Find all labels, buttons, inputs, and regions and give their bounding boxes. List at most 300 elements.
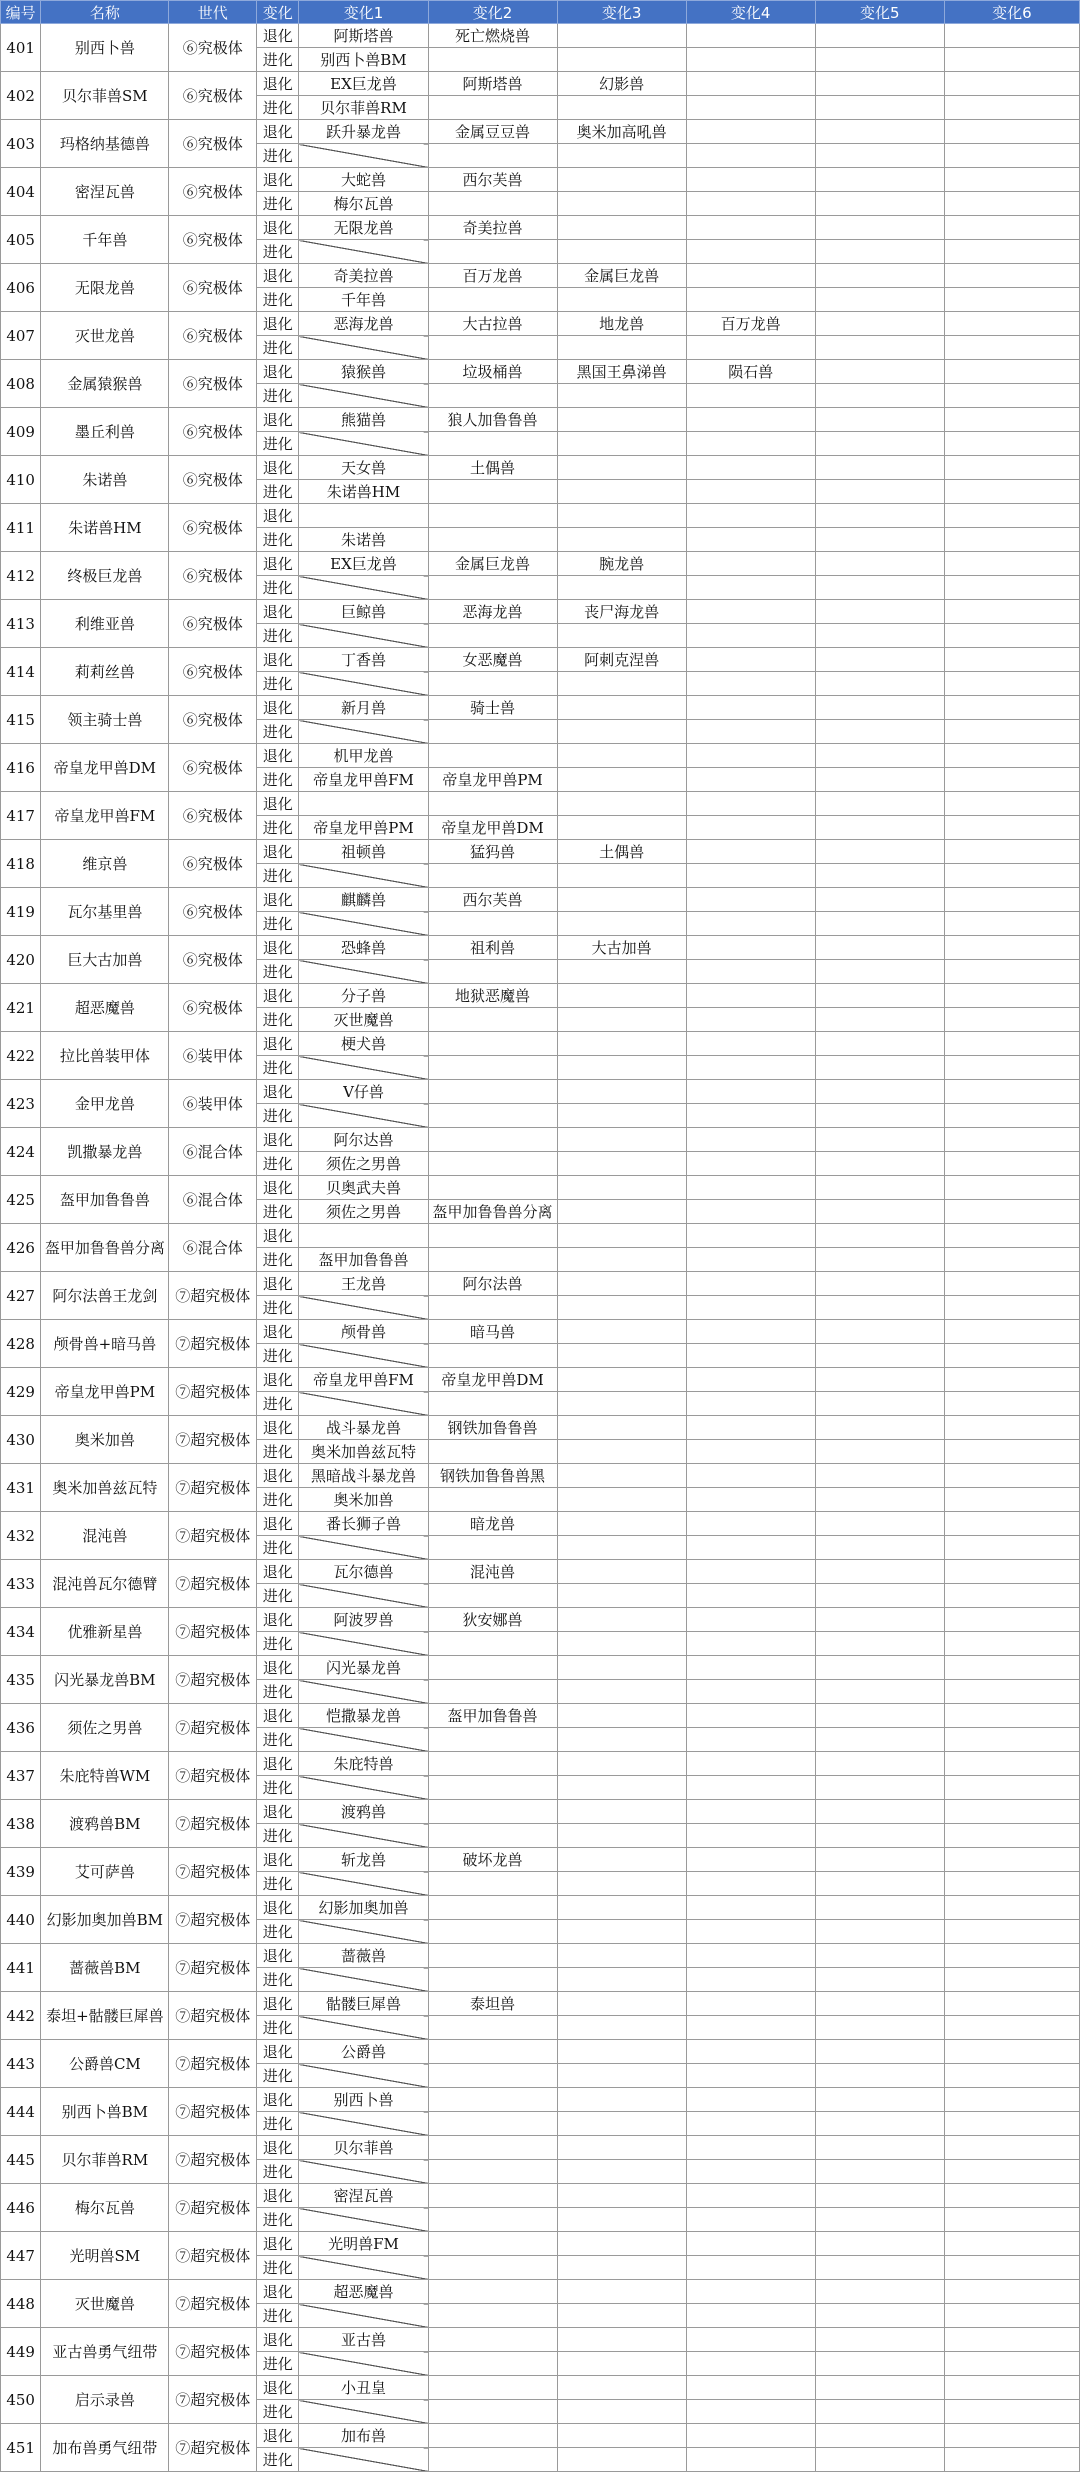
cell-regress-6[interactable]: [944, 1368, 1079, 1392]
cell-regress-3[interactable]: 金属巨龙兽: [557, 264, 686, 288]
cell-name[interactable]: 奥米加兽兹瓦特: [41, 1464, 169, 1512]
cell-evolve-2[interactable]: [428, 2304, 557, 2328]
cell-regress-5[interactable]: [815, 2184, 944, 2208]
cell-evolve-1[interactable]: [299, 1584, 428, 1608]
cell-id[interactable]: 414: [1, 648, 41, 696]
cell-regress-2[interactable]: [428, 1656, 557, 1680]
cell-regress-4[interactable]: [686, 984, 815, 1008]
cell-evolve-4[interactable]: [686, 192, 815, 216]
cell-evolve-3[interactable]: [557, 1344, 686, 1368]
cell-evolve-4[interactable]: [686, 1296, 815, 1320]
cell-evolve-3[interactable]: [557, 1728, 686, 1752]
cell-direction-regress[interactable]: 退化: [257, 1416, 299, 1440]
cell-regress-4[interactable]: [686, 2136, 815, 2160]
cell-evolve-6[interactable]: [944, 336, 1079, 360]
cell-regress-4[interactable]: [686, 888, 815, 912]
cell-evolve-6[interactable]: [944, 1152, 1079, 1176]
cell-evolve-4[interactable]: [686, 1392, 815, 1416]
cell-direction-evolve[interactable]: 进化: [257, 1920, 299, 1944]
cell-evolve-2[interactable]: [428, 1872, 557, 1896]
cell-regress-3[interactable]: [557, 1032, 686, 1056]
cell-regress-3[interactable]: [557, 1704, 686, 1728]
cell-name[interactable]: 颅骨兽+暗马兽: [41, 1320, 169, 1368]
cell-evolve-3[interactable]: [557, 2304, 686, 2328]
cell-direction-regress[interactable]: 退化: [257, 2376, 299, 2400]
cell-direction-evolve[interactable]: 进化: [257, 2208, 299, 2232]
cell-evolve-1[interactable]: [299, 384, 428, 408]
cell-name[interactable]: 朱诺兽: [41, 456, 169, 504]
cell-regress-1[interactable]: [299, 504, 428, 528]
cell-evolve-2[interactable]: 盔甲加鲁鲁兽分离: [428, 1200, 557, 1224]
cell-regress-4[interactable]: [686, 1032, 815, 1056]
cell-direction-regress[interactable]: 退化: [257, 2040, 299, 2064]
cell-direction-regress[interactable]: 退化: [257, 1128, 299, 1152]
cell-evolve-4[interactable]: [686, 960, 815, 984]
cell-evolve-5[interactable]: [815, 336, 944, 360]
cell-regress-1[interactable]: 大蛇兽: [299, 168, 428, 192]
cell-regress-6[interactable]: [944, 1896, 1079, 1920]
cell-evolve-1[interactable]: [299, 2208, 428, 2232]
cell-regress-1[interactable]: 骷髅巨犀兽: [299, 1992, 428, 2016]
cell-regress-5[interactable]: [815, 1368, 944, 1392]
cell-regress-1[interactable]: 贝尔菲兽: [299, 2136, 428, 2160]
cell-direction-regress[interactable]: 退化: [257, 1992, 299, 2016]
cell-evolve-5[interactable]: [815, 1632, 944, 1656]
cell-regress-1[interactable]: 分子兽: [299, 984, 428, 1008]
cell-id[interactable]: 444: [1, 2088, 41, 2136]
cell-regress-5[interactable]: [815, 552, 944, 576]
cell-evolve-4[interactable]: [686, 1632, 815, 1656]
cell-regress-5[interactable]: [815, 360, 944, 384]
cell-evolve-4[interactable]: [686, 1584, 815, 1608]
cell-name[interactable]: 梅尔瓦兽: [41, 2184, 169, 2232]
cell-evolve-6[interactable]: [944, 288, 1079, 312]
cell-evolve-6[interactable]: [944, 384, 1079, 408]
cell-regress-2[interactable]: 女恶魔兽: [428, 648, 557, 672]
cell-evolve-3[interactable]: [557, 1056, 686, 1080]
cell-evolve-1[interactable]: [299, 2016, 428, 2040]
cell-regress-2[interactable]: 西尔芙兽: [428, 168, 557, 192]
cell-evolve-5[interactable]: [815, 2160, 944, 2184]
cell-evolve-3[interactable]: [557, 1296, 686, 1320]
cell-regress-5[interactable]: [815, 456, 944, 480]
cell-evolve-1[interactable]: 贝尔菲兽RM: [299, 96, 428, 120]
cell-evolve-2[interactable]: [428, 2160, 557, 2184]
cell-regress-5[interactable]: [815, 216, 944, 240]
cell-evolve-2[interactable]: [428, 1728, 557, 1752]
cell-name[interactable]: 维京兽: [41, 840, 169, 888]
cell-evolve-2[interactable]: [428, 624, 557, 648]
cell-direction-regress[interactable]: 退化: [257, 1944, 299, 1968]
cell-evolve-3[interactable]: [557, 1392, 686, 1416]
cell-regress-2[interactable]: [428, 1080, 557, 1104]
cell-evolve-1[interactable]: [299, 960, 428, 984]
cell-evolve-1[interactable]: [299, 144, 428, 168]
cell-regress-3[interactable]: [557, 2136, 686, 2160]
cell-regress-2[interactable]: 死亡燃烧兽: [428, 24, 557, 48]
cell-regress-1[interactable]: 祖顿兽: [299, 840, 428, 864]
cell-regress-6[interactable]: [944, 1560, 1079, 1584]
cell-evolve-2[interactable]: [428, 1488, 557, 1512]
cell-evolve-2[interactable]: [428, 672, 557, 696]
cell-direction-evolve[interactable]: 进化: [257, 624, 299, 648]
cell-evolve-3[interactable]: [557, 2448, 686, 2472]
cell-evolve-3[interactable]: [557, 1200, 686, 1224]
cell-evolve-2[interactable]: [428, 1104, 557, 1128]
cell-evolve-5[interactable]: [815, 912, 944, 936]
cell-id[interactable]: 440: [1, 1896, 41, 1944]
cell-regress-3[interactable]: [557, 2280, 686, 2304]
cell-regress-3[interactable]: 腕龙兽: [557, 552, 686, 576]
cell-direction-evolve[interactable]: 进化: [257, 1776, 299, 1800]
cell-evolve-1[interactable]: [299, 2064, 428, 2088]
cell-direction-evolve[interactable]: 进化: [257, 1824, 299, 1848]
cell-id[interactable]: 431: [1, 1464, 41, 1512]
cell-evolve-4[interactable]: [686, 384, 815, 408]
cell-generation[interactable]: ⑥究极体: [169, 696, 257, 744]
cell-regress-2[interactable]: 泰坦兽: [428, 1992, 557, 2016]
cell-direction-regress[interactable]: 退化: [257, 72, 299, 96]
cell-evolve-1[interactable]: 朱诺兽HM: [299, 480, 428, 504]
cell-evolve-6[interactable]: [944, 48, 1079, 72]
cell-regress-6[interactable]: [944, 936, 1079, 960]
cell-evolve-5[interactable]: [815, 2112, 944, 2136]
cell-evolve-1[interactable]: [299, 2112, 428, 2136]
cell-evolve-1[interactable]: [299, 672, 428, 696]
cell-evolve-1[interactable]: [299, 432, 428, 456]
cell-regress-2[interactable]: 地狱恶魔兽: [428, 984, 557, 1008]
cell-direction-evolve[interactable]: 进化: [257, 2016, 299, 2040]
cell-evolve-2[interactable]: [428, 720, 557, 744]
cell-name[interactable]: 混沌兽瓦尔德臂: [41, 1560, 169, 1608]
cell-evolve-5[interactable]: [815, 2208, 944, 2232]
cell-generation[interactable]: ⑦超究极体: [169, 2328, 257, 2376]
cell-id[interactable]: 438: [1, 1800, 41, 1848]
cell-direction-evolve[interactable]: 进化: [257, 576, 299, 600]
cell-id[interactable]: 426: [1, 1224, 41, 1272]
cell-evolve-6[interactable]: [944, 528, 1079, 552]
cell-evolve-1[interactable]: [299, 2352, 428, 2376]
cell-evolve-5[interactable]: [815, 1728, 944, 1752]
cell-evolve-6[interactable]: [944, 720, 1079, 744]
cell-name[interactable]: 优雅新星兽: [41, 1608, 169, 1656]
cell-name[interactable]: 终极巨龙兽: [41, 552, 169, 600]
cell-evolve-3[interactable]: [557, 2016, 686, 2040]
cell-name[interactable]: 密涅瓦兽: [41, 168, 169, 216]
cell-evolve-2[interactable]: [428, 1824, 557, 1848]
cell-evolve-6[interactable]: [944, 1200, 1079, 1224]
cell-regress-5[interactable]: [815, 2328, 944, 2352]
cell-evolve-6[interactable]: [944, 96, 1079, 120]
cell-direction-regress[interactable]: 退化: [257, 360, 299, 384]
cell-evolve-1[interactable]: [299, 240, 428, 264]
cell-regress-5[interactable]: [815, 1800, 944, 1824]
cell-regress-3[interactable]: 阿刺克涅兽: [557, 648, 686, 672]
cell-name[interactable]: 贝尔菲兽RM: [41, 2136, 169, 2184]
cell-evolve-2[interactable]: [428, 1248, 557, 1272]
cell-regress-2[interactable]: [428, 2424, 557, 2448]
cell-regress-5[interactable]: [815, 1896, 944, 1920]
cell-regress-6[interactable]: [944, 2040, 1079, 2064]
cell-regress-3[interactable]: [557, 1272, 686, 1296]
cell-evolve-6[interactable]: [944, 864, 1079, 888]
cell-direction-regress[interactable]: 退化: [257, 1560, 299, 1584]
cell-regress-4[interactable]: [686, 456, 815, 480]
cell-evolve-5[interactable]: [815, 1344, 944, 1368]
cell-direction-evolve[interactable]: 进化: [257, 240, 299, 264]
cell-regress-6[interactable]: [944, 1608, 1079, 1632]
cell-evolve-2[interactable]: [428, 336, 557, 360]
cell-regress-2[interactable]: [428, 1128, 557, 1152]
cell-evolve-4[interactable]: [686, 1008, 815, 1032]
header-change-5[interactable]: 变化5: [815, 1, 944, 24]
cell-direction-regress[interactable]: 退化: [257, 552, 299, 576]
cell-evolve-5[interactable]: [815, 1200, 944, 1224]
cell-direction-regress[interactable]: 退化: [257, 1224, 299, 1248]
cell-regress-3[interactable]: [557, 792, 686, 816]
cell-evolve-1[interactable]: [299, 1056, 428, 1080]
cell-regress-4[interactable]: [686, 120, 815, 144]
cell-regress-5[interactable]: [815, 1416, 944, 1440]
cell-evolve-5[interactable]: [815, 288, 944, 312]
cell-direction-regress[interactable]: 退化: [257, 840, 299, 864]
cell-regress-6[interactable]: [944, 600, 1079, 624]
cell-name[interactable]: 闪光暴龙兽BM: [41, 1656, 169, 1704]
cell-regress-4[interactable]: [686, 408, 815, 432]
cell-direction-evolve[interactable]: 进化: [257, 672, 299, 696]
cell-regress-4[interactable]: [686, 1608, 815, 1632]
header-name[interactable]: 名称: [41, 1, 169, 24]
cell-direction-evolve[interactable]: 进化: [257, 432, 299, 456]
cell-regress-1[interactable]: 恶海龙兽: [299, 312, 428, 336]
cell-regress-6[interactable]: [944, 1704, 1079, 1728]
cell-direction-regress[interactable]: 退化: [257, 696, 299, 720]
cell-regress-2[interactable]: 祖利兽: [428, 936, 557, 960]
cell-regress-5[interactable]: [815, 840, 944, 864]
cell-direction-evolve[interactable]: 进化: [257, 2304, 299, 2328]
cell-regress-4[interactable]: [686, 1704, 815, 1728]
cell-evolve-5[interactable]: [815, 1824, 944, 1848]
cell-regress-6[interactable]: [944, 792, 1079, 816]
cell-name[interactable]: 艾可萨兽: [41, 1848, 169, 1896]
cell-regress-4[interactable]: [686, 72, 815, 96]
cell-evolve-5[interactable]: [815, 528, 944, 552]
cell-evolve-5[interactable]: [815, 960, 944, 984]
header-id[interactable]: 编号: [1, 1, 41, 24]
cell-regress-5[interactable]: [815, 408, 944, 432]
cell-id[interactable]: 405: [1, 216, 41, 264]
cell-regress-1[interactable]: 巨鲸兽: [299, 600, 428, 624]
cell-id[interactable]: 423: [1, 1080, 41, 1128]
cell-generation[interactable]: ⑦超究极体: [169, 1896, 257, 1944]
cell-regress-5[interactable]: [815, 984, 944, 1008]
cell-regress-6[interactable]: [944, 1080, 1079, 1104]
cell-evolve-6[interactable]: [944, 1536, 1079, 1560]
cell-evolve-2[interactable]: [428, 1392, 557, 1416]
cell-evolve-4[interactable]: [686, 480, 815, 504]
cell-id[interactable]: 401: [1, 24, 41, 72]
cell-evolve-4[interactable]: [686, 1440, 815, 1464]
cell-generation[interactable]: ⑦超究极体: [169, 2184, 257, 2232]
cell-regress-2[interactable]: [428, 2328, 557, 2352]
cell-generation[interactable]: ⑦超究极体: [169, 1704, 257, 1752]
cell-regress-6[interactable]: [944, 1176, 1079, 1200]
cell-regress-5[interactable]: [815, 1512, 944, 1536]
cell-direction-regress[interactable]: 退化: [257, 1368, 299, 1392]
cell-evolve-5[interactable]: [815, 2352, 944, 2376]
cell-regress-1[interactable]: 亚古兽: [299, 2328, 428, 2352]
cell-id[interactable]: 427: [1, 1272, 41, 1320]
cell-evolve-2[interactable]: [428, 1296, 557, 1320]
cell-regress-6[interactable]: [944, 216, 1079, 240]
cell-id[interactable]: 430: [1, 1416, 41, 1464]
cell-id[interactable]: 437: [1, 1752, 41, 1800]
cell-evolve-5[interactable]: [815, 2064, 944, 2088]
cell-generation[interactable]: ⑥究极体: [169, 312, 257, 360]
cell-regress-6[interactable]: [944, 264, 1079, 288]
cell-evolve-2[interactable]: [428, 1776, 557, 1800]
cell-id[interactable]: 415: [1, 696, 41, 744]
cell-evolve-5[interactable]: [815, 480, 944, 504]
cell-id[interactable]: 418: [1, 840, 41, 888]
cell-regress-6[interactable]: [944, 648, 1079, 672]
cell-evolve-3[interactable]: [557, 1440, 686, 1464]
cell-generation[interactable]: ⑦超究极体: [169, 2088, 257, 2136]
cell-evolve-2[interactable]: [428, 864, 557, 888]
cell-regress-3[interactable]: [557, 1896, 686, 1920]
cell-evolve-6[interactable]: [944, 1104, 1079, 1128]
cell-generation[interactable]: ⑥装甲体: [169, 1032, 257, 1080]
cell-evolve-2[interactable]: [428, 960, 557, 984]
cell-direction-regress[interactable]: 退化: [257, 120, 299, 144]
cell-regress-1[interactable]: 跃升暴龙兽: [299, 120, 428, 144]
cell-regress-5[interactable]: [815, 24, 944, 48]
cell-evolve-2[interactable]: [428, 576, 557, 600]
cell-evolve-3[interactable]: [557, 2160, 686, 2184]
cell-direction-regress[interactable]: 退化: [257, 264, 299, 288]
cell-evolve-3[interactable]: [557, 1008, 686, 1032]
cell-regress-1[interactable]: 番长狮子兽: [299, 1512, 428, 1536]
cell-direction-regress[interactable]: 退化: [257, 2088, 299, 2112]
cell-direction-evolve[interactable]: 进化: [257, 2352, 299, 2376]
cell-regress-2[interactable]: 土偶兽: [428, 456, 557, 480]
cell-id[interactable]: 419: [1, 888, 41, 936]
cell-direction-regress[interactable]: 退化: [257, 1176, 299, 1200]
cell-direction-evolve[interactable]: 进化: [257, 1680, 299, 1704]
cell-regress-5[interactable]: [815, 1464, 944, 1488]
cell-evolve-6[interactable]: [944, 1680, 1079, 1704]
cell-regress-5[interactable]: [815, 1272, 944, 1296]
cell-name[interactable]: 幻影加奥加兽BM: [41, 1896, 169, 1944]
cell-regress-2[interactable]: [428, 2040, 557, 2064]
cell-generation[interactable]: ⑦超究极体: [169, 1944, 257, 1992]
cell-regress-3[interactable]: [557, 1656, 686, 1680]
cell-regress-2[interactable]: [428, 1800, 557, 1824]
cell-evolve-1[interactable]: [299, 864, 428, 888]
cell-direction-regress[interactable]: 退化: [257, 2424, 299, 2448]
cell-evolve-6[interactable]: [944, 1872, 1079, 1896]
cell-regress-2[interactable]: 恶海龙兽: [428, 600, 557, 624]
cell-evolve-1[interactable]: [299, 2160, 428, 2184]
cell-id[interactable]: 413: [1, 600, 41, 648]
cell-evolve-4[interactable]: [686, 672, 815, 696]
cell-evolve-3[interactable]: [557, 240, 686, 264]
cell-evolve-5[interactable]: [815, 384, 944, 408]
cell-regress-4[interactable]: [686, 504, 815, 528]
cell-evolve-2[interactable]: [428, 1344, 557, 1368]
header-change-3[interactable]: 变化3: [557, 1, 686, 24]
cell-evolve-5[interactable]: [815, 1776, 944, 1800]
cell-id[interactable]: 404: [1, 168, 41, 216]
cell-direction-evolve[interactable]: 进化: [257, 1440, 299, 1464]
cell-evolve-5[interactable]: [815, 1392, 944, 1416]
cell-direction-regress[interactable]: 退化: [257, 888, 299, 912]
cell-name[interactable]: 帝皇龙甲兽DM: [41, 744, 169, 792]
cell-regress-6[interactable]: [944, 2232, 1079, 2256]
cell-regress-5[interactable]: [815, 2280, 944, 2304]
cell-regress-4[interactable]: [686, 1320, 815, 1344]
cell-evolve-2[interactable]: [428, 1968, 557, 1992]
cell-regress-1[interactable]: 加布兽: [299, 2424, 428, 2448]
cell-id[interactable]: 435: [1, 1656, 41, 1704]
cell-evolve-2[interactable]: [428, 2352, 557, 2376]
cell-name[interactable]: 金甲龙兽: [41, 1080, 169, 1128]
cell-direction-regress[interactable]: 退化: [257, 2184, 299, 2208]
cell-regress-2[interactable]: [428, 1032, 557, 1056]
cell-name[interactable]: 巨大古加兽: [41, 936, 169, 984]
cell-regress-2[interactable]: [428, 2376, 557, 2400]
cell-regress-2[interactable]: 奇美拉兽: [428, 216, 557, 240]
cell-evolve-5[interactable]: [815, 720, 944, 744]
cell-generation[interactable]: ⑥装甲体: [169, 1080, 257, 1128]
cell-regress-3[interactable]: [557, 744, 686, 768]
cell-regress-5[interactable]: [815, 1032, 944, 1056]
cell-evolve-3[interactable]: [557, 864, 686, 888]
cell-regress-3[interactable]: [557, 1080, 686, 1104]
cell-regress-2[interactable]: 骑士兽: [428, 696, 557, 720]
cell-regress-4[interactable]: [686, 744, 815, 768]
cell-regress-4[interactable]: [686, 840, 815, 864]
cell-id[interactable]: 411: [1, 504, 41, 552]
cell-regress-4[interactable]: [686, 1224, 815, 1248]
cell-regress-4[interactable]: [686, 1944, 815, 1968]
cell-direction-regress[interactable]: 退化: [257, 744, 299, 768]
cell-regress-1[interactable]: 幻影加奥加兽: [299, 1896, 428, 1920]
cell-evolve-3[interactable]: [557, 1968, 686, 1992]
cell-evolve-2[interactable]: [428, 2208, 557, 2232]
cell-regress-1[interactable]: 闪光暴龙兽: [299, 1656, 428, 1680]
cell-direction-regress[interactable]: 退化: [257, 2232, 299, 2256]
cell-name[interactable]: 泰坦+骷髅巨犀兽: [41, 1992, 169, 2040]
cell-regress-2[interactable]: [428, 2280, 557, 2304]
cell-evolve-1[interactable]: [299, 2400, 428, 2424]
cell-regress-2[interactable]: [428, 2136, 557, 2160]
cell-regress-4[interactable]: [686, 1416, 815, 1440]
cell-regress-5[interactable]: [815, 2376, 944, 2400]
cell-evolve-1[interactable]: 梅尔瓦兽: [299, 192, 428, 216]
cell-evolve-3[interactable]: [557, 960, 686, 984]
cell-evolve-2[interactable]: 帝皇龙甲兽DM: [428, 816, 557, 840]
cell-regress-2[interactable]: 破坏龙兽: [428, 1848, 557, 1872]
cell-name[interactable]: 莉莉丝兽: [41, 648, 169, 696]
cell-regress-2[interactable]: 钢铁加鲁鲁兽黑: [428, 1464, 557, 1488]
cell-generation[interactable]: ⑥究极体: [169, 360, 257, 408]
cell-regress-2[interactable]: [428, 1944, 557, 1968]
cell-id[interactable]: 410: [1, 456, 41, 504]
cell-regress-1[interactable]: 麒麟兽: [299, 888, 428, 912]
header-change-6[interactable]: 变化6: [944, 1, 1079, 24]
cell-regress-2[interactable]: [428, 792, 557, 816]
